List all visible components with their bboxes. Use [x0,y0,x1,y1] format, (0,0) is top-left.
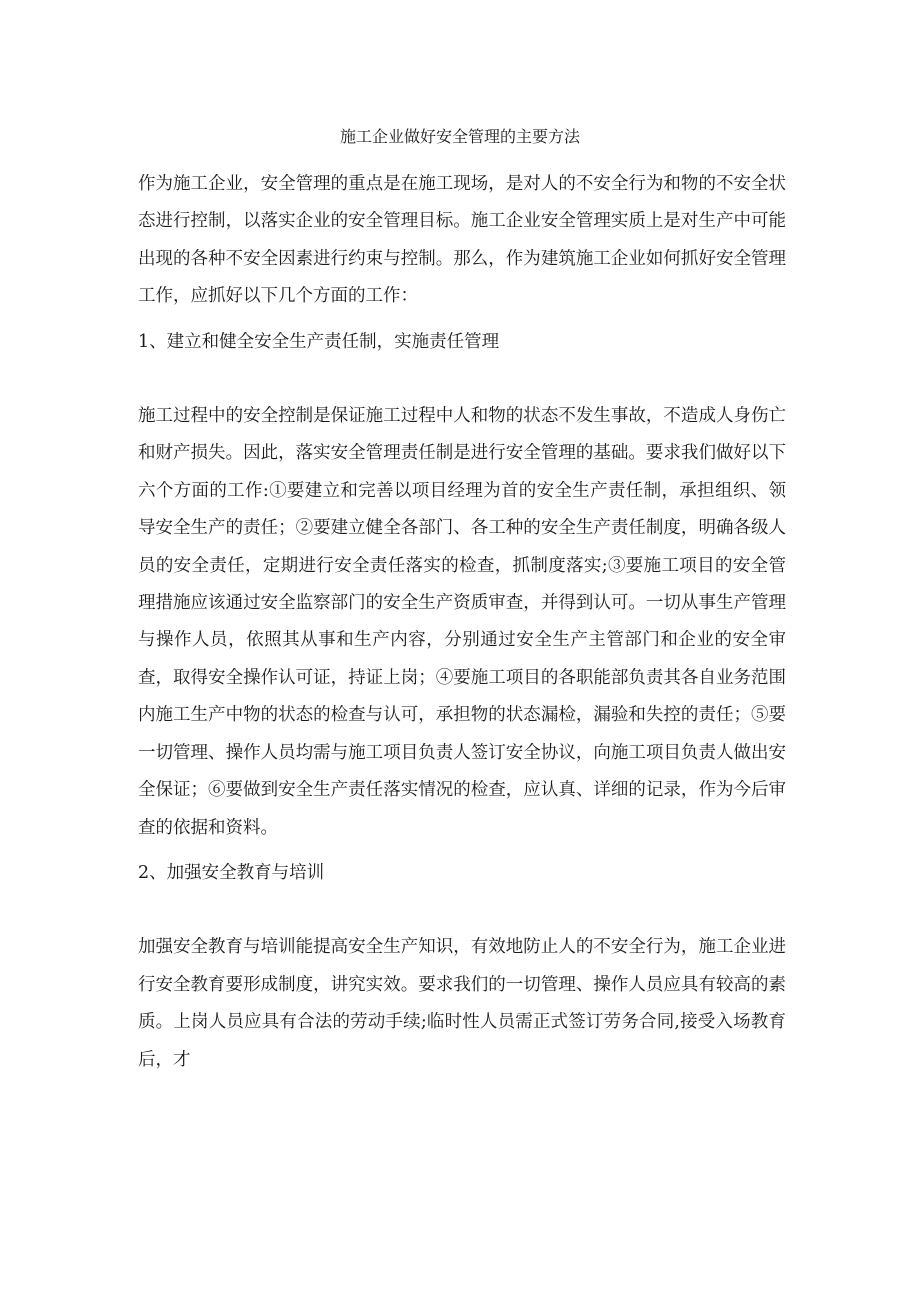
section-body-2: 加强安全教育与培训能提高安全生产知识，有效地防止人的不安全行为，施工企业进行安全教育要形成制度，讲究实效。要求我们的一切管理、操作人员应具有较高的素质。上岗人员应具有合法的劳动手续;临时性人员需正式签订劳务合同,接受入场教育后，才 [138,937,786,1070]
section-heading-1: 1、建立和健全安全生产责任制，实施责任管理 [138,331,500,352]
document-body [138,166,786,1079]
intro-paragraph: 作为施工企业，安全管理的重点是在施工现场，是对人的不安全行为和物的不安全状态进行控制，以落实企业的安全管理目标。施工企业安全管理实质上是对生产中可能出现的各种不安全因素进行约束与控制。那么，作为建筑施工企业如何抓好安全管理工作，应抓好以下几个方面的工作： [138,174,786,307]
document-title: 施工企业做好安全管理的主要方法 [339,127,580,146]
section-heading-2: 2、加强安全教育与培训 [138,862,325,883]
section-body-1: 施工过程中的安全控制是保证施工过程中人和物的状态不发生事故，不造成人身伤亡和财产损失。因此，落实安全管理责任制是进行安全管理的基础。要求我们做好以下六个方面的工作:①要建立和完善以项目经理为首的安全生产责任制，承担组织、领导安全生产的责任；②要建立健全各部门、各工种的安全生产责任制度，明确各级人员的安全责任，定期进行安全责任落实的检查，抓制度落实;③要施工项目的安全管理措施应该通过安全监察部门的安全生产资质审查，并得到认可。一切从事生产管理与操作人员，依照其从事和生产内容，分别通过安全生产主管部门和企业的安全审查，取得安全操作认可证，持证上岗；④要施工项目的各职能部负责其各自业务范围内施工生产中物的状态的检查与认可，承担物的状态漏检，漏验和失控的责任；⑤要一切管理、操作人员均需与施工项目负责人签订安全协议，向施工项目负责人做出安全保证；⑥要做到安全生产责任落实情况的检查，应认真、详细的记录，作为今后审查的依据和资料。 [138,406,786,838]
